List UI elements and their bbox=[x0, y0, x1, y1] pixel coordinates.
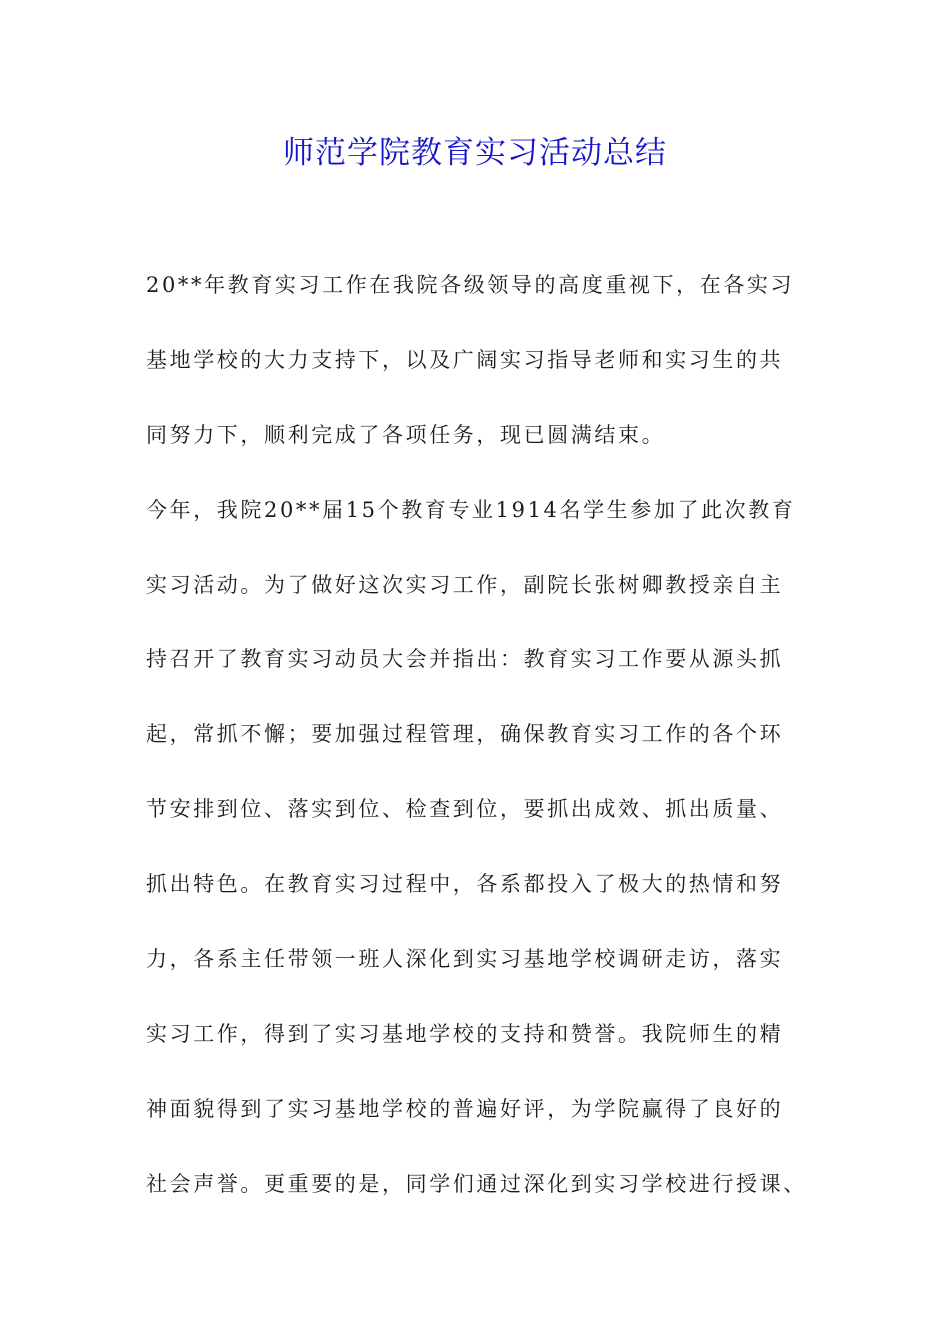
text-line: 社会声誉。更重要的是，同学们通过深化到实习学校进行授课、 bbox=[146, 1171, 807, 1196]
document-title: 师范学院教育实习活动总结 bbox=[283, 135, 667, 171]
text-line: 抓出特色。在教育实习过程中，各系都投入了极大的热情和努 bbox=[146, 872, 784, 897]
text-line: 起，常抓不懈；要加强过程管理，确保教育实习工作的各个环 bbox=[146, 722, 784, 747]
text-line: 基地学校的大力支持下，以及广阔实习指导老师和实习生的共 bbox=[146, 347, 784, 372]
text-line: 持召开了教育实习动员大会并指出：教育实习工作要从源头抓 bbox=[146, 647, 784, 672]
document-body bbox=[146, 262, 826, 1236]
text-line: 神面貌得到了实习基地学校的普遍好评，为学院赢得了良好的 bbox=[146, 1096, 784, 1121]
text-line: 20**年教育实习工作在我院各级领导的高度重视下，在各实习 bbox=[146, 273, 795, 297]
text-line: 实习工作，得到了实习基地学校的支持和赞誉。我院师生的精 bbox=[146, 1021, 784, 1046]
text-line: 实习活动。为了做好这次实习工作，副院长张树卿教授亲自主 bbox=[146, 572, 784, 597]
text-line: 力，各系主任带领一班人深化到实习基地学校调研走访，落实 bbox=[146, 947, 784, 972]
text-line: 节安排到位、落实到位、检查到位，要抓出成效、抓出质量、 bbox=[146, 797, 784, 822]
text-line: 今年，我院20**届15个教育专业1914名学生参加了此次教育 bbox=[146, 497, 796, 522]
text-line: 同努力下，顺利完成了各项任务，现已圆满结束。 bbox=[146, 422, 666, 447]
